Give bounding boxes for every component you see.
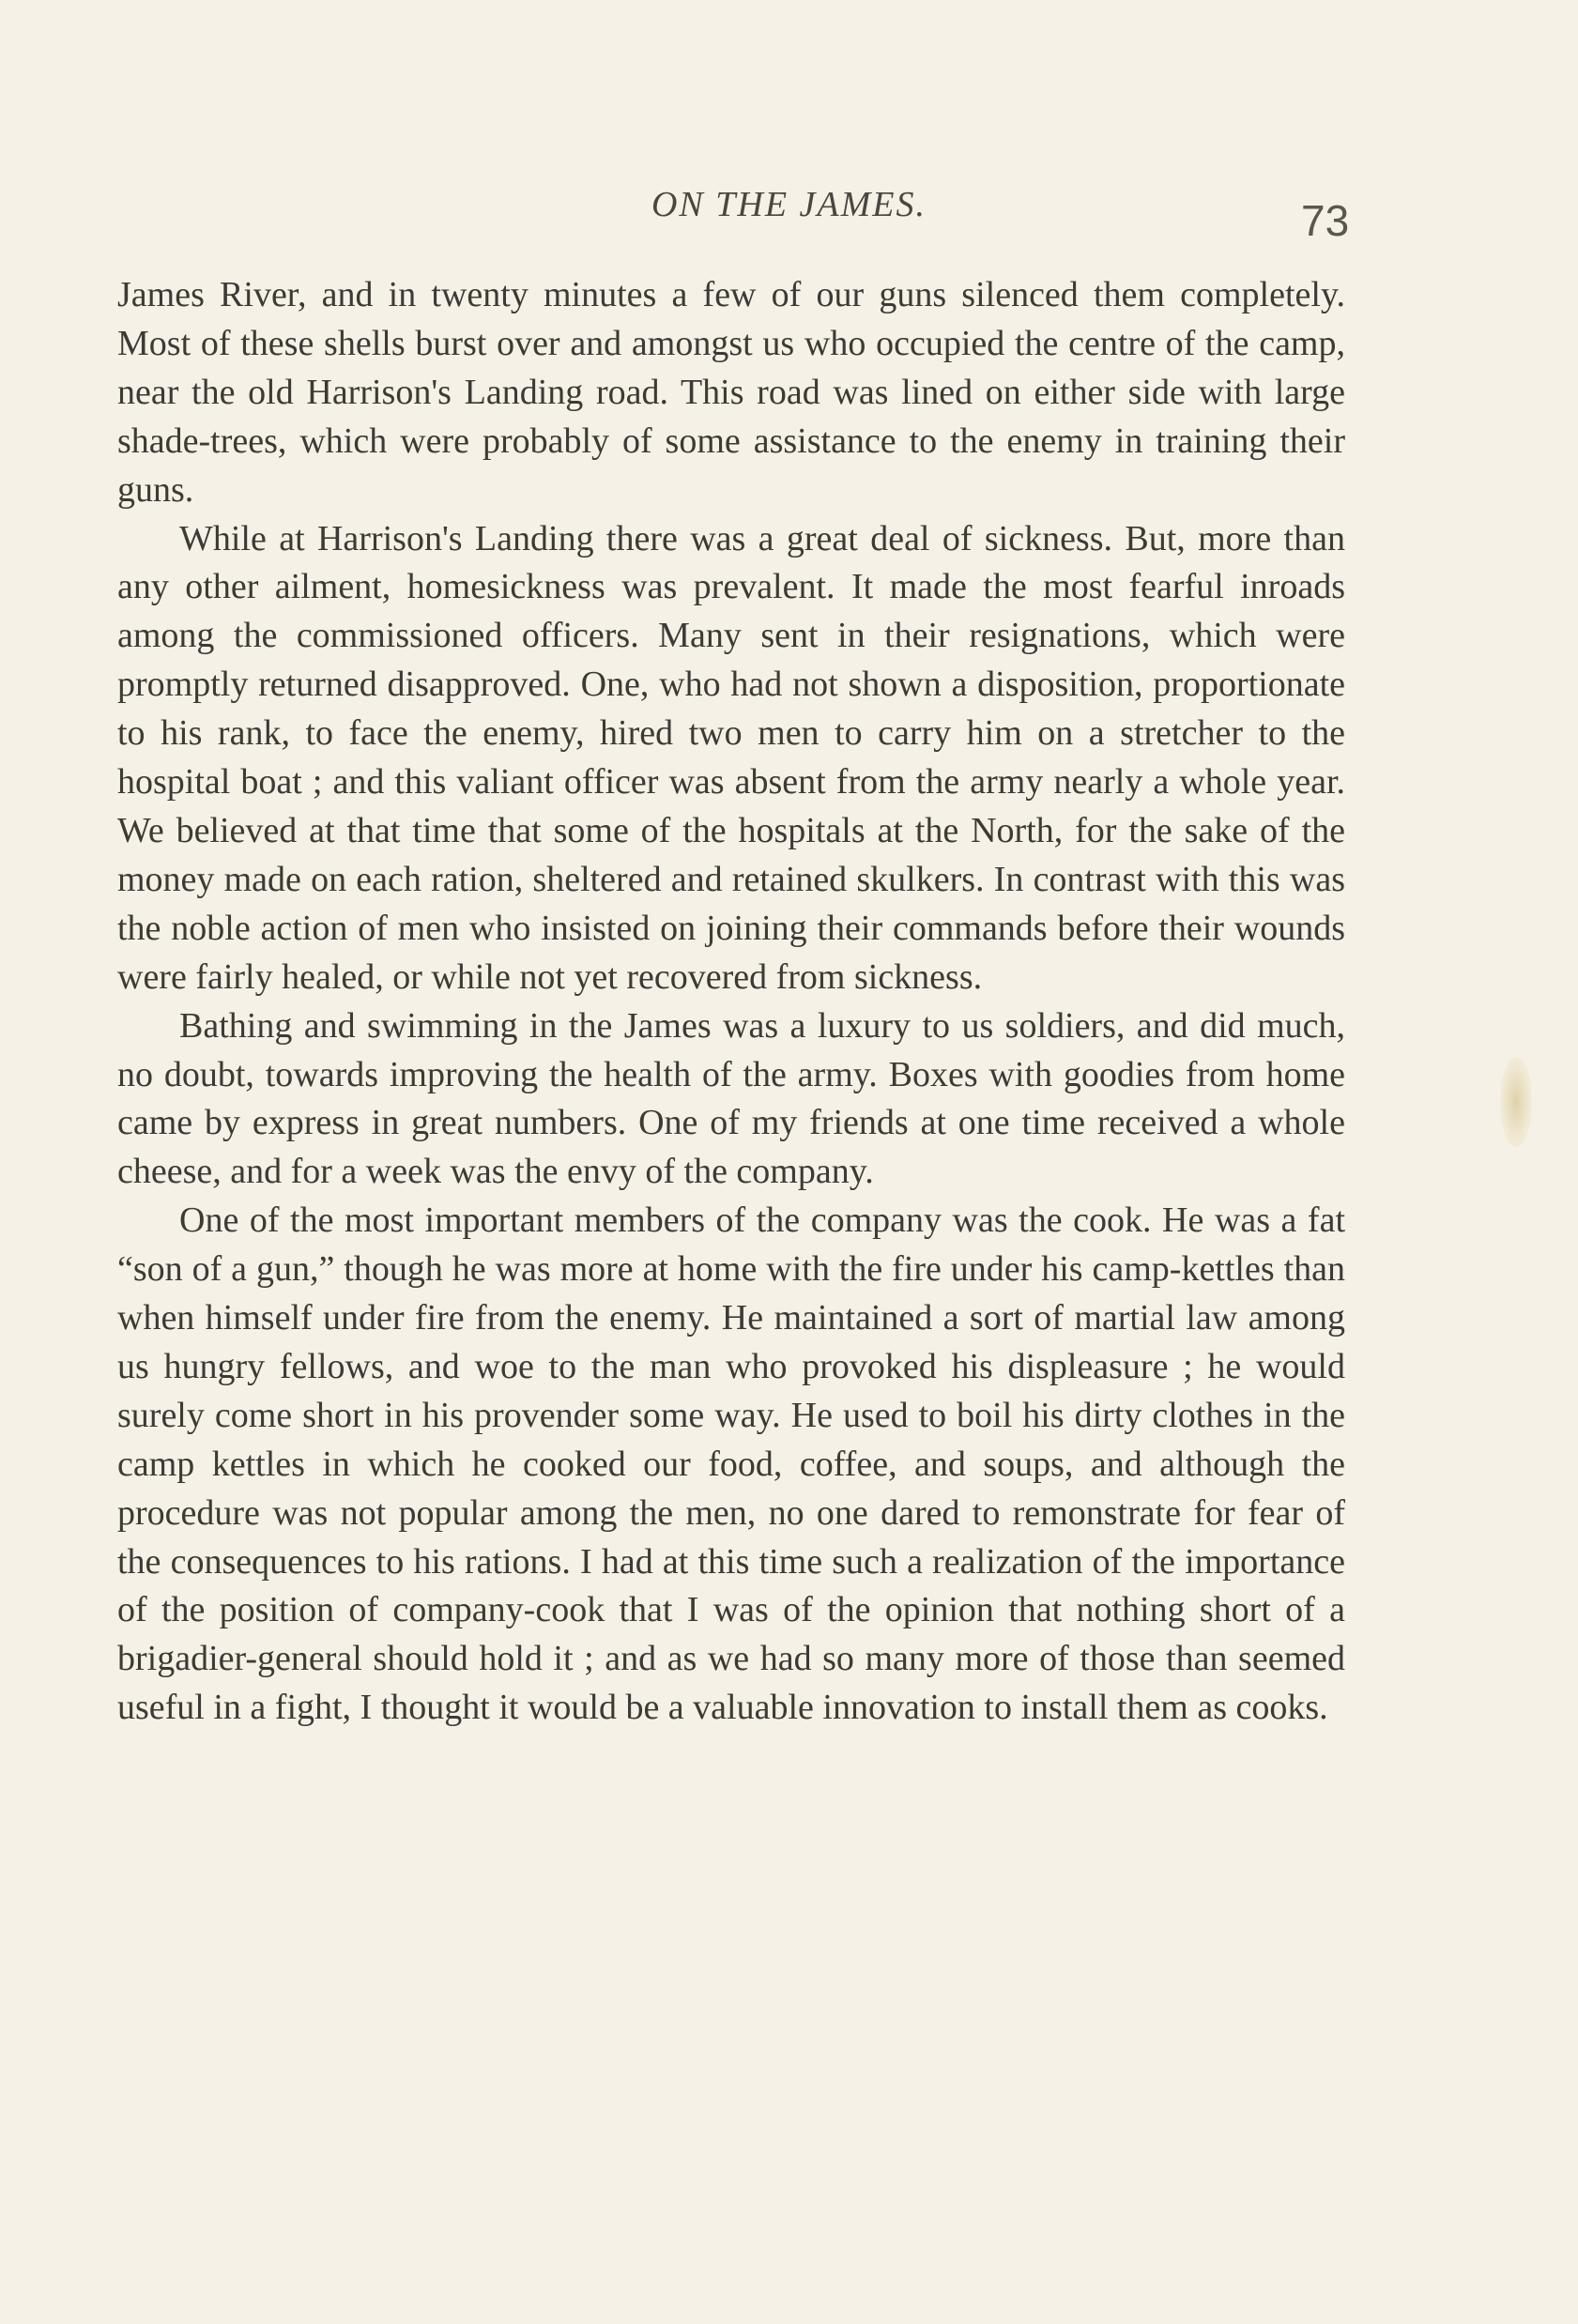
page-number: 73	[1301, 196, 1350, 245]
paragraph: While at Harrison's Landing there was a great deal of sickness. But, more than any other ailment, homesickness was prevalent. It made the most fearful inroads among the commissioned officers. Many sent in their resignations, which were promptly returned disapproved. One, who had not shown a disposition, proportionate to his rank, to face the enemy, hired two men to carry him on a stretcher to the hospital boat ; and this valiant officer was absent from the army nearly a whole year. We believed at that time that some of the hospitals at the North, for the sake of the money made on each ration, sheltered and retained skulkers. In contrast with this was the noble action of men who insisted on joining their commands before their wounds were fairly healed, or while not yet recovered from sickness.	[117, 518, 1345, 997]
body-text	[117, 271, 1345, 1733]
paragraph: One of the most important members of the company was the cook. He was a fat “son of a gun,” though he was more at home with the fire under his camp-kettles than when himself under fire from the enemy. He maintained a sort of martial law among us hungry fellows, and woe to the man who provoked his displeasure ; he would surely come short in his provender some way. He used to boil his dirty clothes in the camp kettles in which he cooked our food, coffee, and soups, and although the procedure was not popular among the men, no one dared to remonstrate for fear of the consequences to his rations. I had at this time such a realization of the importance of the position of company-cook that I was of the opinion that nothing short of a brigadier-general should hold it ; and as we had so many more of those than seemed useful in a fight, I thought it would be a valuable innovation to install them as cooks.	[117, 1200, 1345, 1728]
paper-stain	[1500, 1057, 1532, 1147]
paragraph: Bathing and swimming in the James was a luxury to us soldiers, and did much, no doubt, towards improving the health of the army. Boxes with goodies from home came by express in great numbers. One of my friends at one time received a whole cheese, and for a week was the envy of the company.	[117, 1005, 1345, 1192]
paragraph: James River, and in twenty minutes a few of our guns silenced them completely. Most of these shells burst over and amongst us who occupied the centre of the camp, near the old Harrison's Landing road. This road was lined on either side with large shade-trees, which were probably of some assistance to the enemy in training their guns.	[117, 275, 1345, 510]
running-head: ON THE JAMES.	[651, 185, 927, 224]
